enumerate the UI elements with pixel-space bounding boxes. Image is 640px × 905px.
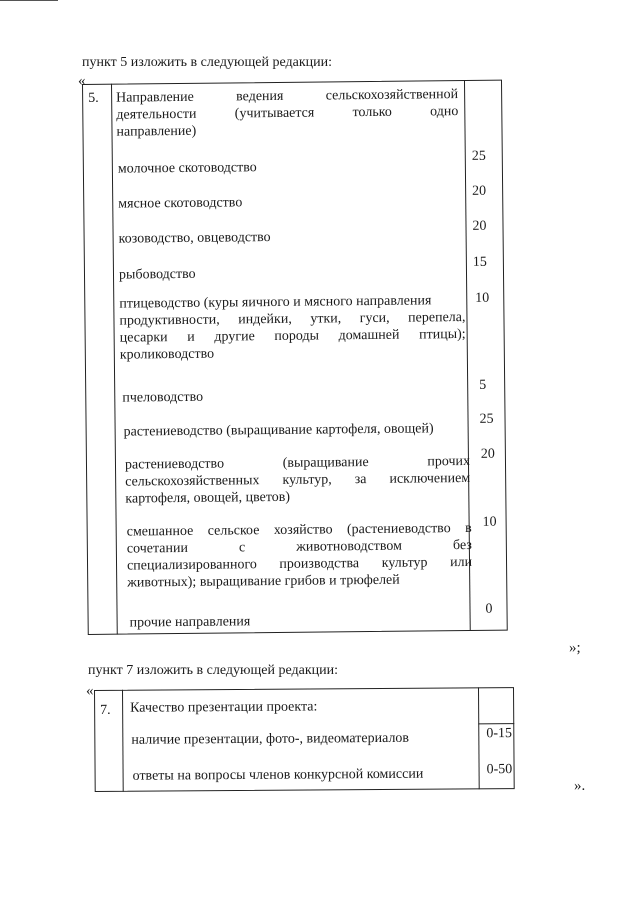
open-quote-2: «	[86, 683, 94, 699]
row-label: смешанное сельское хозяйство (растениеводство в	[126, 520, 472, 540]
table-row	[127, 520, 473, 592]
close-quote-2: ».	[574, 778, 586, 794]
row-score: 0-50	[486, 762, 513, 778]
row-score: 20	[480, 446, 495, 462]
row-label: растениеводство (выращивание прочих	[124, 453, 471, 473]
row-score: 5	[479, 377, 487, 393]
row-score: 25	[471, 148, 486, 164]
intro-item-5: пункт 5 изложить в следующей редакции:	[82, 55, 332, 70]
row-label: специализированного производства культур или	[126, 554, 473, 574]
table-row: наличие презентации, фото-, видеоматериалов	[131, 730, 410, 748]
row-label: мясное скотоводство	[118, 195, 243, 212]
row-label: пчеловодство	[122, 389, 204, 406]
open-quote-1: «	[78, 73, 86, 89]
table-row	[119, 263, 461, 284]
header-line: направление)	[116, 123, 197, 140]
row-label: растениеводство (выращивание картофеля, овощей)	[123, 421, 434, 440]
row-score: 15	[472, 254, 487, 270]
row-label: молочное скотоводство	[117, 160, 257, 177]
row-score: 10	[482, 514, 497, 530]
row-score: 10	[475, 290, 490, 306]
intro-item-7: пункт 7 изложить в следующей редакции:	[88, 663, 338, 678]
row-label: козоводство, овцеводство	[118, 230, 271, 247]
header-line: деятельности (учитывается только одно	[116, 104, 459, 123]
row-score: 20	[472, 183, 487, 199]
header-line: Направление ведения сельскохозяйственной	[116, 87, 459, 106]
row-score: 20	[472, 218, 487, 234]
close-quote-1: »;	[569, 640, 581, 656]
table-item-7	[94, 687, 515, 792]
row-number: 5.	[88, 90, 99, 106]
row-label: цесарки и другие породы домашней птицы);	[119, 326, 466, 346]
row-label: продуктивности, индейки, утки, гуси, перепела,	[119, 309, 466, 329]
table-row	[124, 420, 468, 441]
table-row	[125, 453, 471, 508]
row-score: 25	[479, 411, 494, 427]
table-row	[130, 611, 472, 632]
row-label: сельскохозяйственных культур, за исключением	[125, 470, 471, 490]
row-label: кролиководство	[119, 346, 215, 363]
row-label: прочие направления	[129, 614, 251, 631]
table-row: ответы на вопросы членов конкурсной комиссии	[132, 766, 424, 784]
row-label: рыбоводство	[118, 266, 196, 283]
row-score: 0	[485, 601, 493, 617]
table-row	[122, 386, 464, 407]
row-number: 7.	[100, 702, 111, 718]
row-label: животных); выращивание грибов и трюфелей	[127, 572, 400, 591]
table-row	[119, 292, 466, 364]
criterion-header	[116, 86, 459, 141]
row-label: птицеводство (куры яичного и мясного направления	[119, 293, 432, 312]
table-row	[118, 157, 460, 178]
table-row	[119, 227, 461, 248]
row-score: 0-15	[486, 726, 513, 742]
row-label: сочетании с животноводством без	[126, 537, 472, 557]
table-item-5	[82, 80, 508, 635]
row-label: картофеля, овощей, цветов)	[125, 489, 291, 507]
criterion-header: Качество презентации проекта:	[130, 699, 318, 716]
top-edge-line	[0, 0, 58, 1]
table-row	[118, 192, 460, 213]
